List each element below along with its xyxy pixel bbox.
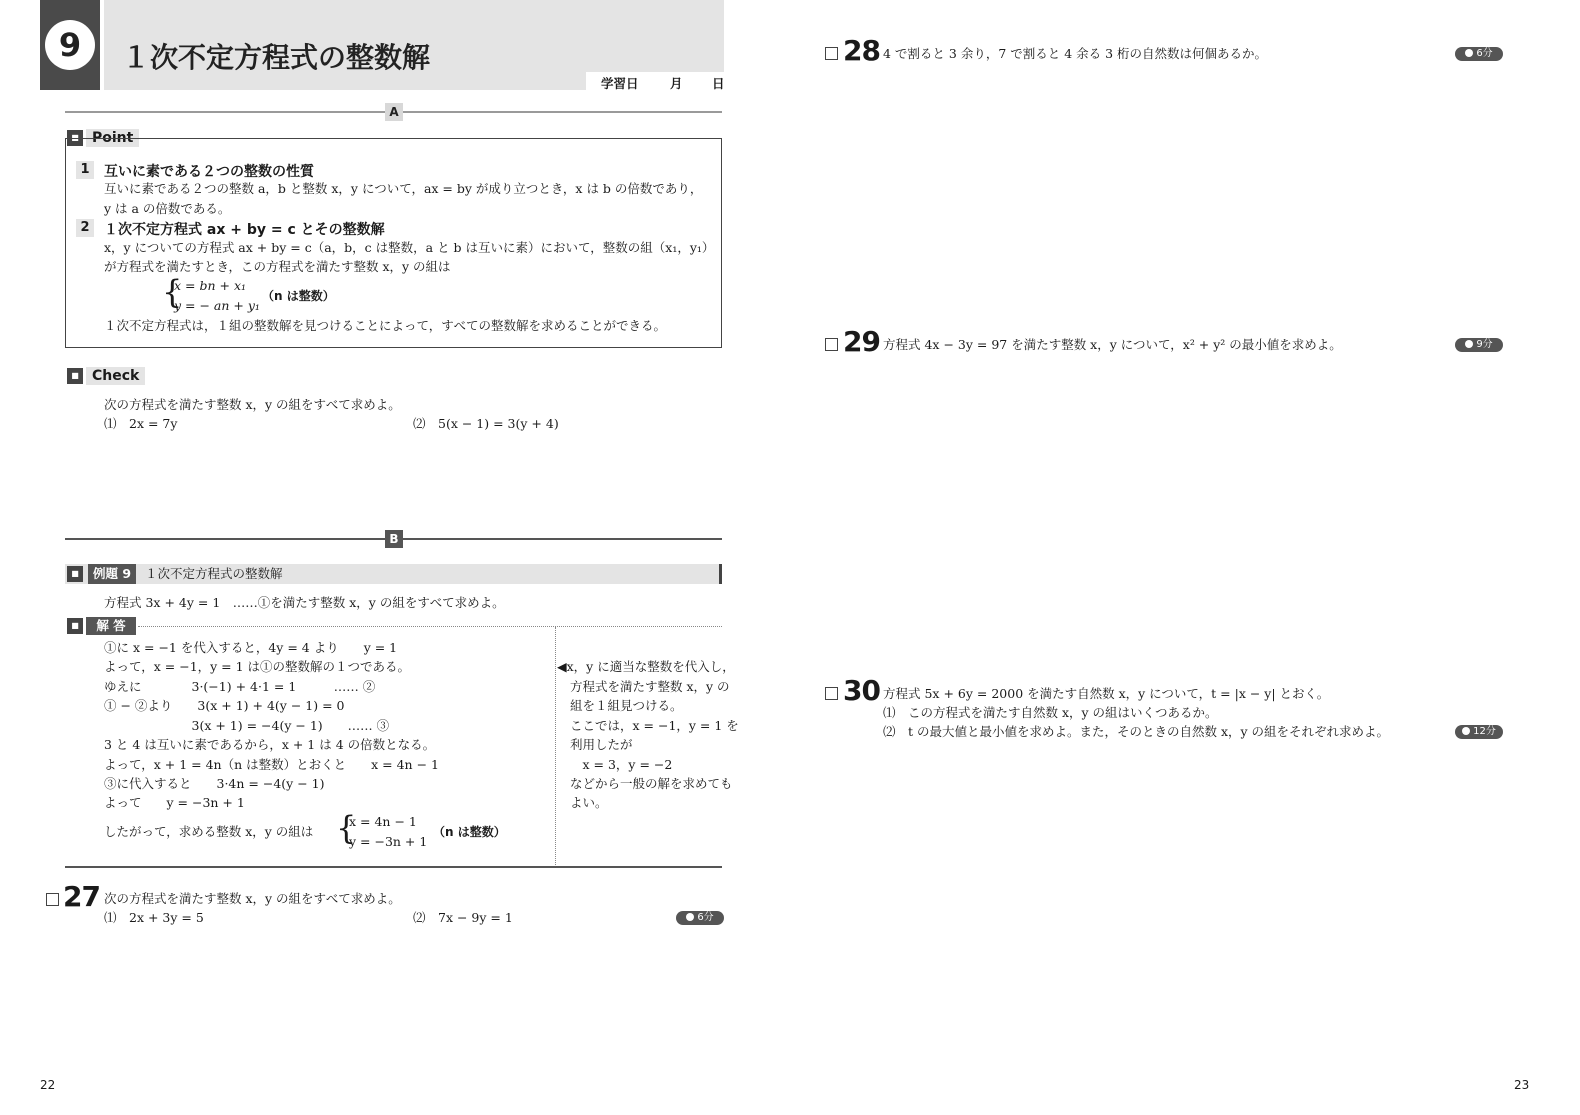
problem-29-checkbox[interactable] — [825, 338, 838, 351]
time-badge — [1455, 47, 1503, 61]
problem-30-checkbox[interactable] — [825, 687, 838, 700]
point-item-2-number: 2 — [76, 219, 94, 237]
month-label: 月 — [670, 76, 683, 91]
solution-line: よって，x + 1 = 4n（n は整数）とおくと x = 4n − 1 — [104, 757, 439, 772]
answer-dotted-rule — [138, 626, 722, 627]
check-part: ⑵ 5(x − 1) = 3(y + 4) — [413, 416, 559, 431]
time-label: 6分 — [1476, 48, 1493, 59]
problem-28-statement: 4 で割ると 3 余り，7 で割ると 4 余る 3 桁の自然数は何個あるか。 — [883, 46, 1268, 61]
problem-30-part: ⑵ t の最大値と最小値を求めよ。また，そのときの自然数 x，y の組をそれぞれ求めよ。 — [883, 724, 1390, 739]
study-date-label: 学習日 — [601, 76, 639, 91]
point-item-1-line: y は a の倍数である。 — [104, 201, 231, 216]
solution-line: 3 と 4 は互いに素であるから，x + 1 は 4 の倍数となる。 — [104, 737, 436, 752]
time-badge — [1455, 338, 1503, 352]
point-conclusion: １次不定方程式は，１組の整数解を見つけることによって，すべての整数解を求めることができる。 — [104, 318, 667, 333]
solution-line: よって y = −3n + 1 — [104, 795, 245, 810]
day-label: 日 — [712, 76, 725, 91]
solution-line: よって，x = −1，y = 1 は①の整数解の１つである。 — [104, 659, 411, 674]
solution-final-lead: したがって，求める整数 x，y の組は — [104, 824, 314, 839]
check-part: ⑴ 2x = 7y — [104, 416, 178, 431]
system-equation: y = − an + y₁ — [174, 298, 260, 313]
final-system-equation: x = 4n − 1 — [349, 814, 417, 829]
point-item-1-line: 互いに素である２つの整数 a，b と整数 x，y について，ax = by が成り立つとき，x は b の倍数であり， — [104, 181, 703, 196]
system-equation: x = bn + x₁ — [174, 278, 247, 293]
problem-27-number: 27 — [63, 880, 100, 913]
clock-icon — [1465, 340, 1473, 348]
clock-icon — [1465, 49, 1473, 57]
example-title: １次不定方程式の整数解 — [145, 566, 283, 581]
time-badge — [676, 911, 724, 925]
side-note-line: 利用したが — [570, 737, 633, 752]
problem-27-part: ⑴ 2x + 3y = 5 — [104, 910, 204, 925]
solution-line: 3(x + 1) = −4(y − 1) …… ③ — [104, 718, 390, 733]
example-label: 例題 9 — [88, 564, 136, 584]
system-note: （n は整数） — [262, 289, 335, 303]
clock-icon — [1462, 727, 1470, 735]
side-note-line: x = 3，y = −2 — [570, 757, 673, 772]
answer-label: 解 答 — [86, 617, 136, 635]
point-square-icon: ■ — [67, 130, 83, 146]
side-note-divider — [555, 627, 556, 865]
problem-30-statement: 方程式 5x + 6y = 2000 を満たす自然数 x，y について，t = |x − y| とおく。 — [883, 686, 1330, 701]
time-label: 6分 — [697, 912, 714, 923]
problem-30-number: 30 — [843, 674, 880, 707]
check-label: Check — [86, 367, 145, 385]
final-system-brace: { — [336, 809, 357, 847]
problem-30-part: ⑴ この方程式を満たす自然数 x，y の組はいくつあるか。 — [883, 705, 1218, 720]
check-prompt: 次の方程式を満たす整数 x，y の組をすべて求めよ。 — [104, 397, 401, 412]
page-title: １次不定方程式の整数解 — [122, 41, 431, 74]
point-item-1-heading: 互いに素である２つの整数の性質 — [104, 164, 314, 180]
point-item-2-line: が方程式を満たすとき，この方程式を満たす整数 x，y の組は — [104, 259, 451, 274]
problem-28-checkbox[interactable] — [825, 47, 838, 60]
chapter-number-block — [40, 0, 100, 90]
side-note-line: 組を１組見つける。 — [570, 698, 683, 713]
system-brace: { — [162, 273, 183, 311]
problem-27-part: ⑵ 7x − 9y = 1 — [413, 910, 513, 925]
check-square-icon: ■ — [67, 368, 83, 384]
side-note-line: 方程式を満たす整数 x，y の — [570, 679, 730, 694]
side-note-line: ここでは，x = −1，y = 1 を — [570, 718, 739, 733]
problem-27-checkbox[interactable] — [46, 893, 59, 906]
right-page-number: 23 — [1514, 1078, 1530, 1092]
solution-line: ③に代入すると 3·4n = −4(y − 1) — [104, 776, 325, 791]
point-item-1-number: 1 — [76, 161, 94, 179]
side-note-line: よい。 — [570, 795, 608, 810]
point-item-2-heading: １次不定方程式 ax + by = c とその整数解 — [104, 222, 385, 238]
time-label: 12分 — [1473, 726, 1496, 737]
time-label: 9分 — [1476, 339, 1493, 350]
side-note-line: ◀x，y に適当な整数を代入し， — [557, 659, 735, 674]
problem-29-number: 29 — [843, 325, 880, 358]
problem-27-statement: 次の方程式を満たす整数 x，y の組をすべて求めよ。 — [104, 891, 401, 906]
problem-29-statement: 方程式 4x − 3y = 97 を満たす整数 x，y について，x² + y² の最小値を求めよ。 — [883, 337, 1342, 352]
example-bottom-rule — [65, 866, 722, 868]
example-statement: 方程式 3x + 4y = 1 ……①を満たす整数 x，y の組をすべて求めよ。 — [104, 595, 505, 610]
section-a-badge: A — [385, 103, 403, 121]
answer-square-icon: ■ — [67, 618, 83, 634]
solution-line: ①に x = −1 を代入すると，4y = 4 より y = 1 — [104, 640, 398, 655]
solution-line: ゆえに 3·(−1) + 4·1 = 1 …… ② — [104, 679, 376, 694]
problem-28-number: 28 — [843, 34, 880, 67]
side-note-line: などから一般の解を求めても — [570, 776, 733, 791]
final-system-equation: y = −3n + 1 — [349, 834, 428, 849]
chapter-number: 9 — [45, 20, 95, 70]
final-system-note: （n は整数） — [433, 825, 506, 839]
clock-icon — [686, 913, 694, 921]
study-date-field — [586, 72, 724, 92]
example-square-icon: ■ — [67, 566, 83, 582]
solution-line: ① − ②より 3(x + 1) + 4(y − 1) = 0 — [104, 698, 345, 713]
point-item-2-line: x，y についての方程式 ax + by = c（a，b，c は整数，a と b は互いに素）において，整数の組（x₁，y₁） — [104, 240, 715, 255]
point-label: Point — [86, 129, 139, 147]
left-page-number: 22 — [40, 1078, 56, 1092]
time-badge — [1455, 725, 1503, 739]
section-b-badge: B — [385, 530, 403, 548]
